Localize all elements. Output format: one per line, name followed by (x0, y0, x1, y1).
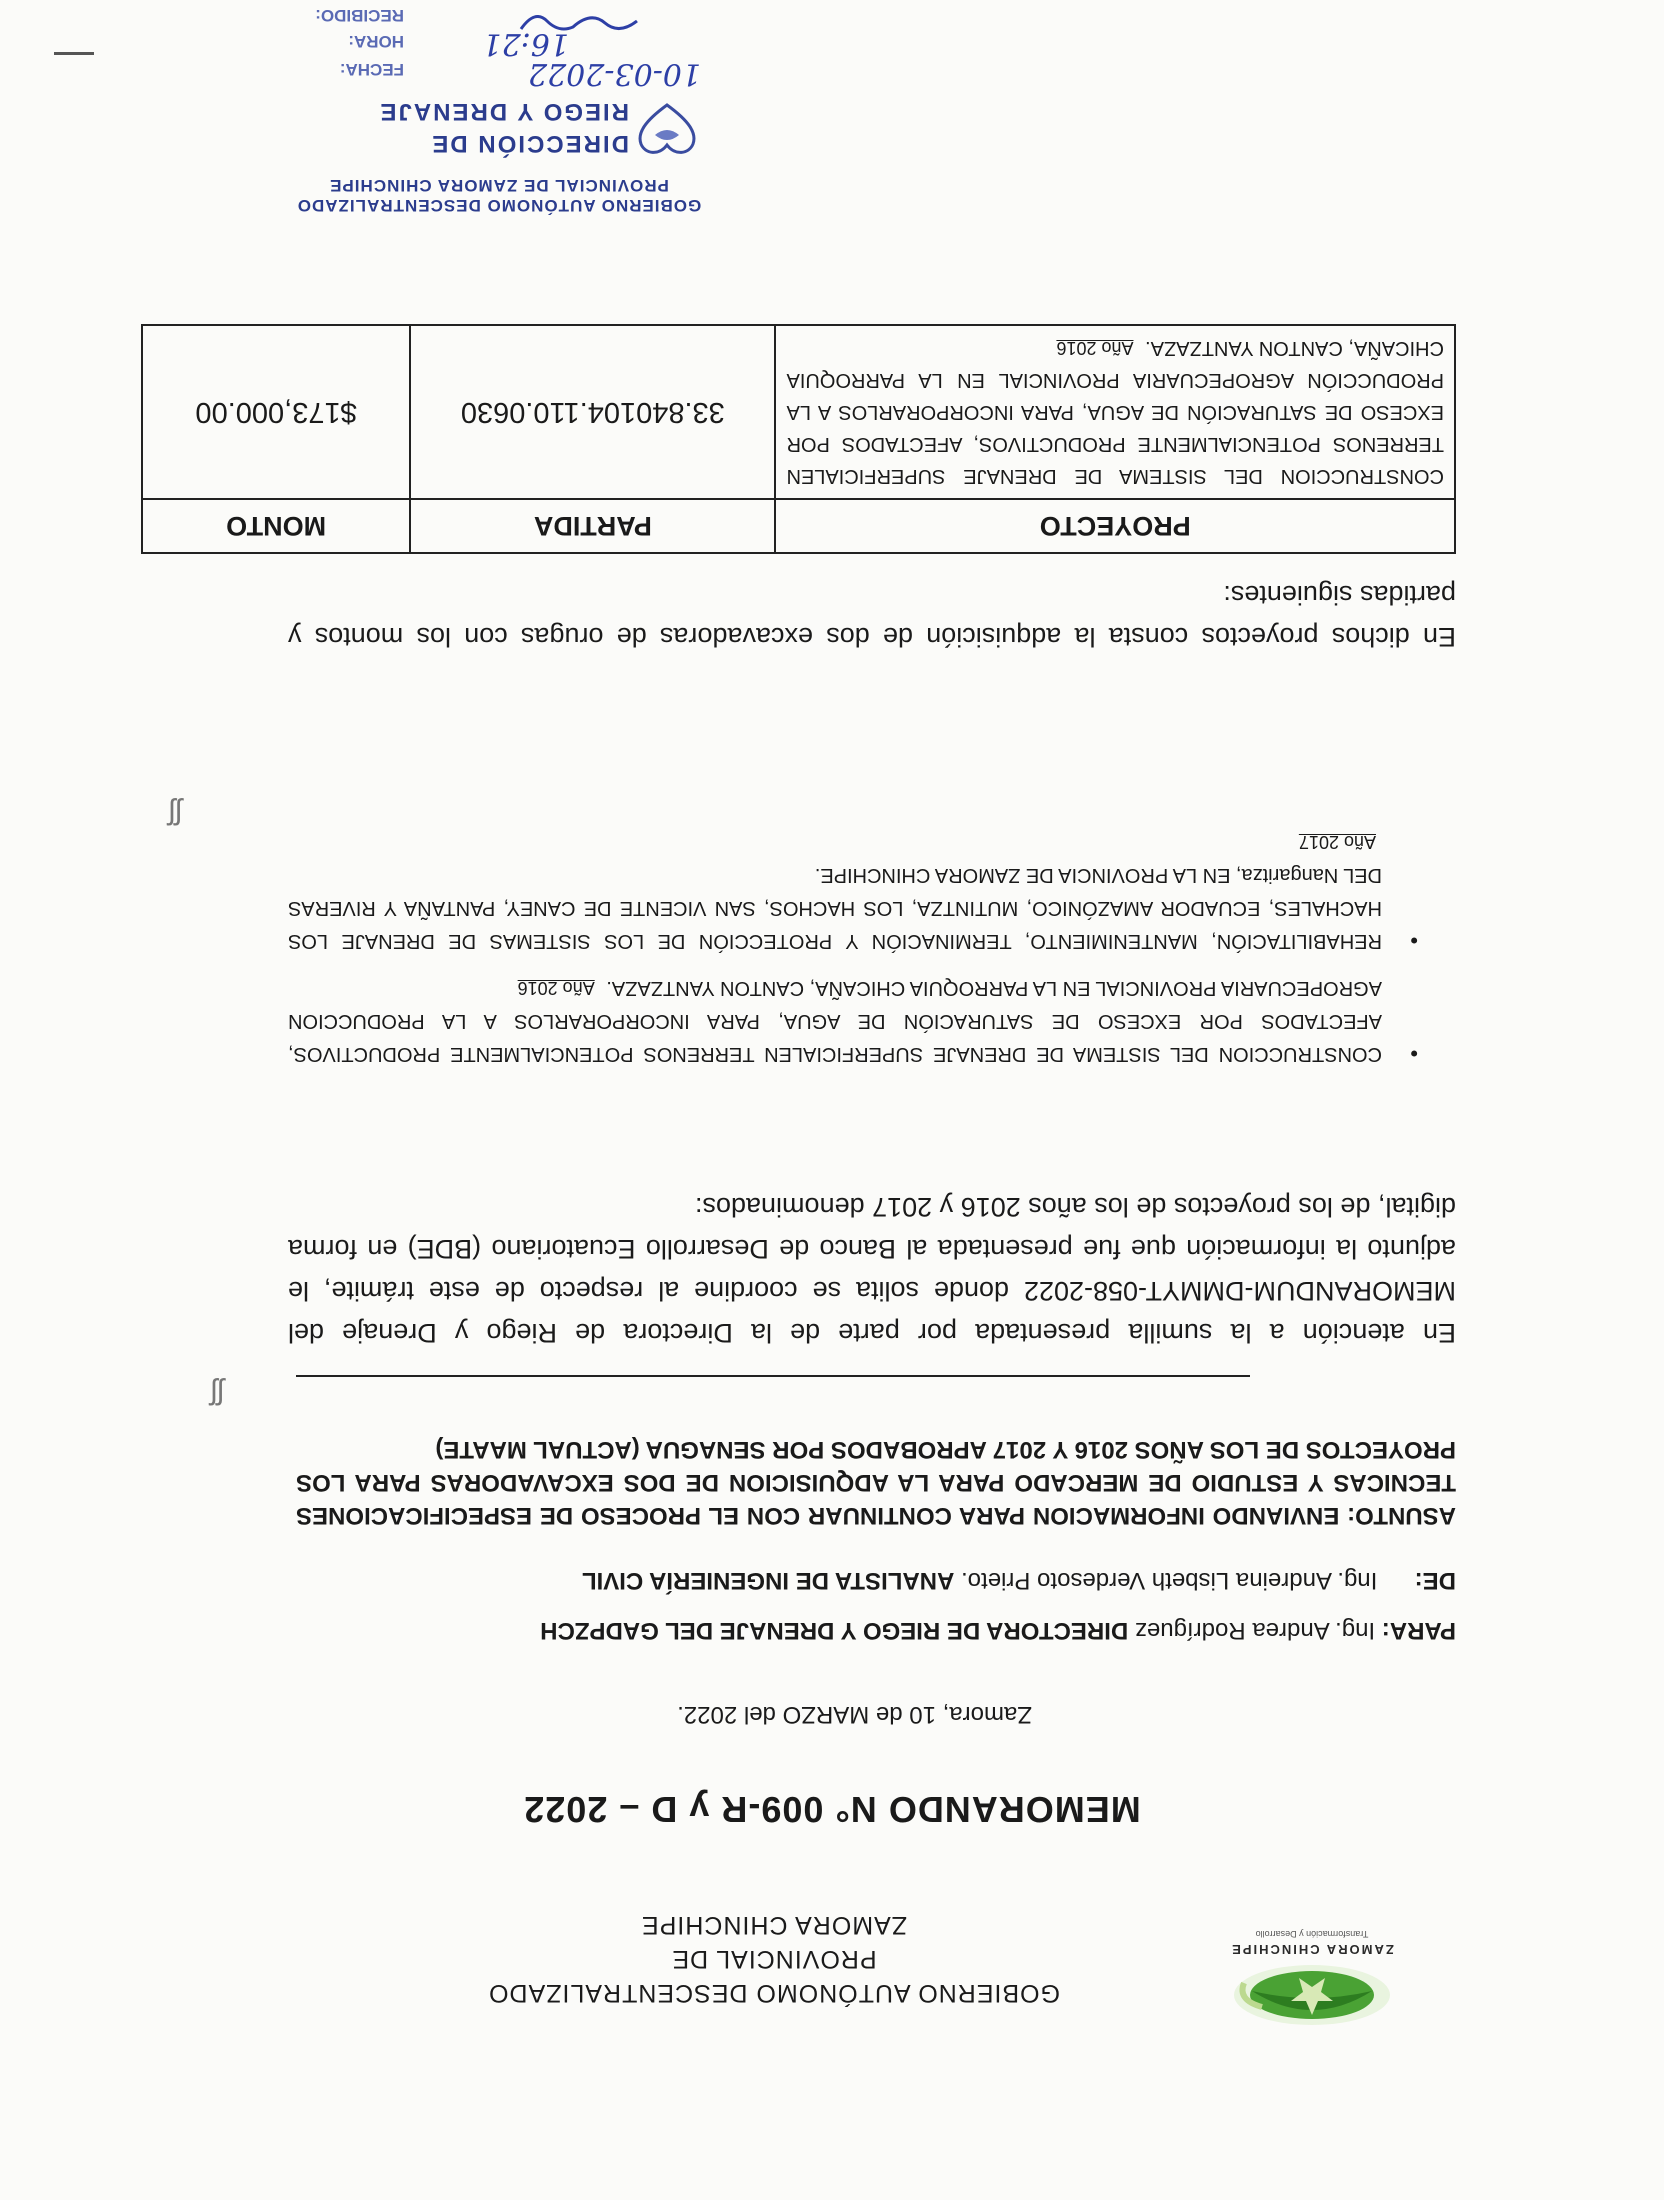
received-stamp (229, 6, 709, 215)
list-item (288, 825, 1418, 957)
de-label: DE: (1414, 1567, 1456, 1594)
stamp-line3: DIRECCIÓN DE (430, 130, 629, 157)
stamp-fecha-label: FECHA: (339, 60, 404, 79)
margin-mark-icon: ʃʃ (210, 1377, 224, 1410)
projects-table (141, 324, 1456, 554)
stamp-line4: RIEGO Y DRENAJE (378, 98, 629, 125)
cell-monto: $173,000.00 (142, 325, 410, 499)
stamp-line1: GOBIERNO AUTÓNOMO DESCENTRALIZADO (296, 196, 702, 215)
table-row (142, 325, 1455, 499)
cell-proyecto (776, 325, 1456, 499)
divider (296, 1375, 1250, 1377)
project-1-year: Año 2016 (517, 978, 595, 998)
org-name-line2: ZAMORA CHINCHIPE (640, 1911, 908, 1939)
list-item (288, 971, 1418, 1070)
table-header-row (142, 499, 1455, 553)
body-paragraph-1: En atención a la sumilla presentada por parte de la Directora de Riego y Drenaje del MEMORANDUM-DMMYT-058-2022 donde solita se coordine al respecto de este trámite, le adjunto la información que fue presentada al Banco de Desarrollo Ecuatoriano (BDE) en forma digital, de los proyectos de los años 2016 y 2017 denominados: (288, 1192, 1456, 1348)
project-1-text: CONSTRUCCION DEL SISTEMA DE DRENAJE SUPERFICIALEN TERRENOS POTENCIALMENTE PRODUCTIVOS, AFECTADOS POR EXCESO DE SATURACIÓN DE AGUA, PARA INCORPORARLOS A LA PRODUCCION AGROPECUARIA PROVINCIAL EN LA PARROQUIA CHICAÑA, CANTON YANTZAZA. (288, 977, 1382, 1065)
memo-title: MEMORANDO N° 009-R y D – 2022 (523, 1789, 1141, 1830)
asunto: ASUNTO: ENVIANDO INFORMACION PARA CONTINUAR CON EL PROCESO DE ESPECIFICACIONES TECNICAS Y ESTUDIO DE MERCADO PARA LA ADQUISICION DE DOS EXCAVADORAS PARA LOS PROYECTOS DE LOS AÑOS 2016 Y 2017 APROBADOS POR SENAGUA (ACTUAL MAATE) (296, 1436, 1456, 1529)
header-partida: PARTIDA (410, 499, 775, 553)
project-2-year: Año 2017 (1298, 832, 1376, 852)
header-proyecto: PROYECTO (776, 499, 1456, 553)
stamp-hora-label: HORA: (348, 32, 404, 51)
memo-date: Zamora, 10 de MARZO del 2022. (677, 1701, 1032, 1728)
header-monto: MONTO (142, 499, 410, 553)
org-name (404, 1908, 1144, 2010)
org-name-line1: GOBIERNO AUTÓNOMO DESCENTRALIZADO PROVINCIAL DE (488, 1945, 1060, 2007)
project-list (288, 811, 1418, 1070)
de-name: Ing. Andreina Lisbeth Verdesoto Prieto. (961, 1567, 1378, 1594)
stamp-hora-value: 16:21 (482, 26, 569, 61)
body-paragraph-2: En dichos proyectos consta la adquisición de dos excavadoras de orugas con los montos y partidas siguientes: (288, 580, 1456, 652)
stamp-recibido-label: RECIBIDO: (315, 6, 404, 25)
bullet-icon: • (1410, 928, 1418, 953)
de-line (582, 1566, 1456, 1594)
logo-tagline: Transformación y Desarrollo (1255, 1929, 1369, 1939)
logo-text: ZAMORA CHINCHIPE (1230, 1942, 1394, 1957)
stamp-heart-icon (635, 101, 699, 159)
cell-proyecto-text: CONSTRUCCION DEL SISTEMA DE DRENAJE SUPERFICIALEN TERRENOS POTENCIALMENTE PRODUCTIVOS, AFECTADOS POR EXCESO DE SATURACIÓN DE AGUA, PARA INCORPORARLOS A LA PRODUCCIÓN AGROPECUARIA PROVINCIAL EN LA PARROQUIA CHICAÑA, CANTON YANTZAZA. (786, 337, 1444, 487)
project-2-text: REHABILITACIÓN, MANTENIMIENTO, TERMINACIÓN Y PROTECCIÓN DE LOS SISTEMAS DE DRENAJE LOS HACHALES, ECUADOR AMAZÓNICO, MUTINTZA, LOS HACHOS, SAN VICENTE DE CANEY, PANTAÑA Y RIVERAS DEL Nangaritza, EN LA PROVINCIA DE ZAMORA CHINCHIPE. (288, 864, 1382, 952)
margin-dash (54, 52, 94, 55)
bullet-icon: • (1410, 1041, 1418, 1066)
gad-logo (1192, 1925, 1432, 2035)
gad-logo-emblem-icon (1212, 1959, 1412, 2035)
margin-mark-icon: ʃʃ (168, 797, 182, 830)
para-label: PARA: (1381, 1617, 1456, 1644)
stamp-signature-icon (519, 15, 639, 37)
stamp-fecha-value: 10-03-2022 (528, 56, 701, 91)
para-line (540, 1616, 1456, 1644)
para-role: DIRECTORA DE RIEGO Y DRENAJE DEL GADPZCH (540, 1617, 1129, 1644)
cell-partida: 33.840104.110.0630 (410, 325, 775, 499)
stamp-line2: PROVINCIAL DE ZAMORA CHINCHIPE (329, 176, 669, 195)
para-name: Ing. Andrea Rodríguez (1134, 1617, 1376, 1644)
cell-proyecto-year: Año 2016 (1056, 338, 1134, 358)
de-role: ANALISTA DE INGENIERÍA CIVIL (581, 1567, 955, 1594)
